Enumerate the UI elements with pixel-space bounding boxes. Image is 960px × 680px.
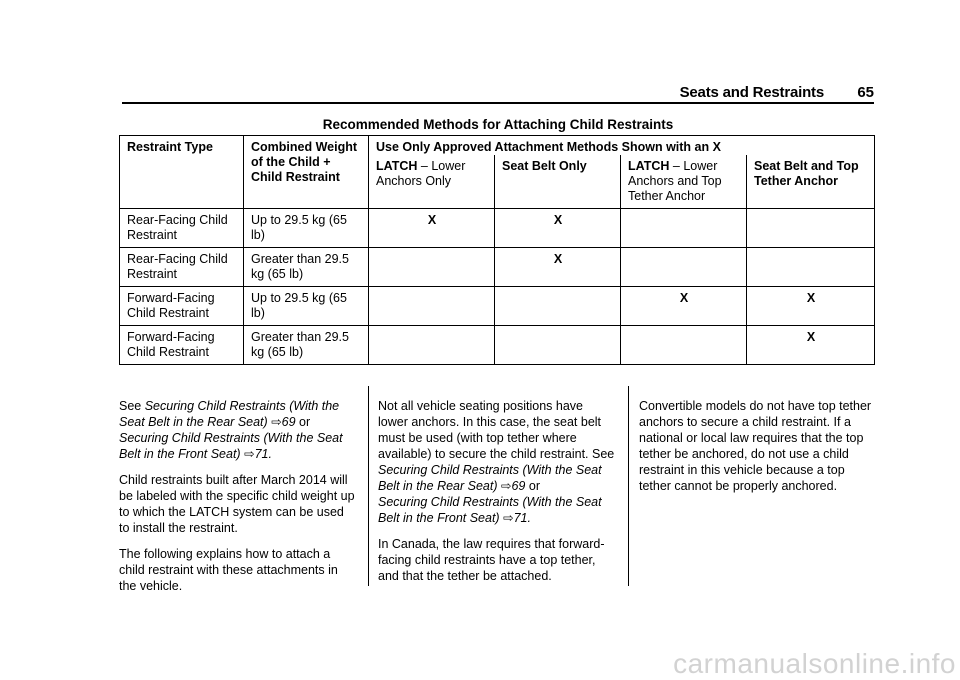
row-mark (495, 326, 621, 365)
row-mark: X (369, 209, 495, 248)
table-row (120, 326, 875, 365)
subheader-latch-lower-top: LATCH – Lower Anchors and Top Tether Anchor (621, 155, 747, 209)
subheader-seat-belt-only: Seat Belt Only (495, 155, 621, 209)
subheader-seat-belt-top-tether: Seat Belt and Top Tether Anchor (747, 155, 875, 209)
row-mark: X (495, 209, 621, 248)
row-restraint-type: Rear-Facing Child Restraint (120, 209, 244, 248)
page-header (122, 84, 874, 102)
watermark: carmanualsonline.info (673, 648, 956, 679)
row-mark (621, 248, 747, 287)
text-column-3 (639, 398, 877, 504)
page-number: 65 (857, 84, 874, 101)
row-restraint-type: Rear-Facing Child Restraint (120, 248, 244, 287)
reference-paragraph: See Securing Child Restraints (With the Seat Belt in the Rear Seat) ⇨69 or Securing Child Restraints (With the Seat Belt in the Front Seat) ⇨71. (119, 399, 343, 461)
page-ref[interactable]: 71 (513, 511, 528, 525)
paragraph: Child restraints built after March 2014 will be labeled with the specific child weight up to which the LATCH system can be used to install the restraint. (119, 473, 355, 535)
page-ref-icon: ⇨ (501, 479, 512, 493)
subheader-latch-lower: LATCH – Lower Anchors Only (369, 155, 495, 209)
header-restraint-type: Restraint Type (120, 136, 244, 209)
row-weight: Greater than 29.5 kg (65 lb) (244, 248, 369, 287)
child-restraint-table (119, 135, 875, 365)
page-ref[interactable]: 71 (254, 447, 269, 461)
row-mark (369, 326, 495, 365)
row-mark (621, 209, 747, 248)
cross-reference-link[interactable]: Securing Child Restraints (With the Seat Belt in the Rear Seat) (378, 463, 602, 493)
text-column-1 (119, 398, 357, 604)
page-ref-icon: ⇨ (244, 447, 255, 461)
paragraph: In Canada, the law requires that forward-facing child restraints have a top tether, and that the tether be attached. (378, 537, 605, 583)
row-weight: Up to 29.5 kg (65 lb) (244, 209, 369, 248)
cross-reference-link[interactable]: Securing Child Restraints (With the Seat Belt in the Rear Seat) (119, 399, 340, 429)
cross-reference-link[interactable]: Securing Child Restraints (With the Seat Belt in the Front Seat) (119, 431, 343, 461)
row-mark (495, 287, 621, 326)
header-combined-weight: Combined Weight of the Child + Child Restraint (244, 136, 369, 209)
row-restraint-type: Forward-Facing Child Restraint (120, 287, 244, 326)
column-divider (368, 386, 369, 586)
header-methods: Use Only Approved Attachment Methods Shown with an X (369, 136, 875, 156)
column-divider (628, 386, 629, 586)
section-title: Seats and Restraints (679, 84, 824, 101)
row-mark (369, 287, 495, 326)
text-column-2 (378, 398, 616, 594)
paragraph: Convertible models do not have top tether anchors to secure a child restraint. If a national or local law requires that the top tether be anchored, do not use a child restraint in this vehicle because a top tether cannot be properly anchored. (639, 399, 872, 493)
paragraph: The following explains how to attach a child restraint with these attachments in the vehicle. (119, 547, 338, 593)
table-title: Recommended Methods for Attaching Child Restraints (322, 117, 674, 132)
row-mark: X (747, 326, 875, 365)
header-rule (122, 102, 874, 104)
cross-reference-link[interactable]: Securing Child Restraints (With the Seat Belt in the Front Seat) (378, 495, 602, 525)
page-ref[interactable]: 69 (511, 479, 526, 493)
row-weight: Greater than 29.5 kg (65 lb) (244, 326, 369, 365)
paragraph: Not all vehicle seating positions have lower anchors. In this case, the seat belt must be used (with top tether where available) to secure the child restraint. See Securing Child Restraints (With the Seat Belt in the Rear Seat) ⇨69 or Securing Child Restraints (With the Seat Belt in the Front Seat) ⇨71. (378, 399, 615, 525)
table-row (120, 287, 875, 326)
table-row (120, 209, 875, 248)
row-restraint-type: Forward-Facing Child Restraint (120, 326, 244, 365)
table-row (120, 248, 875, 287)
page-ref[interactable]: 69 (281, 415, 296, 429)
row-mark: X (621, 287, 747, 326)
row-mark: X (495, 248, 621, 287)
page-ref-icon: ⇨ (503, 511, 514, 525)
page-ref-icon: ⇨ (271, 415, 282, 429)
row-mark (369, 248, 495, 287)
row-mark (621, 326, 747, 365)
row-mark: X (747, 287, 875, 326)
row-mark (747, 248, 875, 287)
row-weight: Up to 29.5 kg (65 lb) (244, 287, 369, 326)
row-mark (747, 209, 875, 248)
